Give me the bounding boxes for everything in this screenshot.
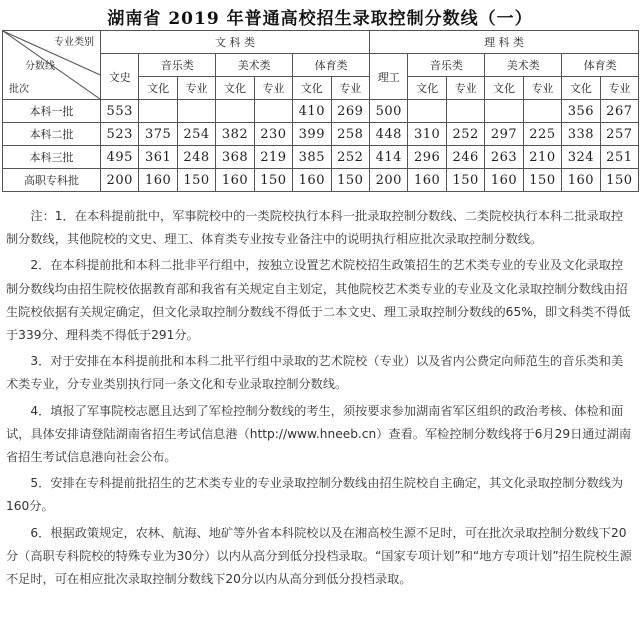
table-row [3, 123, 639, 146]
score-cell: 219 [254, 146, 292, 169]
score-cell [216, 100, 254, 123]
score-cell: 230 [254, 123, 292, 146]
note-paragraph: 2．在本科提前批和本科二批非平行组中，按独立设置艺术院校招生政策招生的艺术类专业的专业及文化录取控制分数线均由招生院校依据教育部和我省有关规定自主划定，其他院校艺术类专业的专业及文化录取控制分数线由招生院校依据有关规定确定，但文化录取控制分数线不得低于二本文史、理工录取控制分数线的65%，即文科类不得低于339分、理科类不得低于291分。 [6, 258, 631, 343]
subgroup-li-yinyue: 音乐类 [408, 54, 485, 77]
notes-section [6, 205, 632, 594]
score-cell: 263 [485, 146, 523, 169]
subgroup-wen-meishu: 美术类 [216, 54, 293, 77]
table-row [3, 169, 639, 192]
score-cell: 296 [408, 146, 446, 169]
score-cell: 200 [101, 169, 139, 192]
subcol-header: 文化 [485, 77, 523, 100]
score-cell: 160 [139, 169, 177, 192]
score-cell: 356 [562, 100, 600, 123]
score-cell: 368 [216, 146, 254, 169]
score-cell [485, 100, 523, 123]
score-cell [408, 100, 446, 123]
batch-label: 本科三批 [3, 146, 101, 169]
subcol-header: 专业 [254, 77, 292, 100]
table-row [3, 100, 639, 123]
score-cell: 399 [293, 123, 331, 146]
score-cell [177, 100, 215, 123]
table-body [3, 100, 639, 192]
table-header-row-groups [3, 31, 639, 54]
score-cell: 248 [177, 146, 215, 169]
score-cell: 160 [293, 169, 331, 192]
corner-cell [3, 31, 101, 100]
batch-label: 高职专科批 [3, 169, 101, 192]
score-cell: 150 [254, 169, 292, 192]
subcol-header: 专业 [446, 77, 484, 100]
score-cell [446, 100, 484, 123]
score-cell: 252 [331, 146, 370, 169]
score-cell: 150 [600, 169, 639, 192]
subcol-header: 专业 [177, 77, 215, 100]
score-cell: 361 [139, 146, 177, 169]
score-cell: 297 [485, 123, 523, 146]
table-row [3, 146, 639, 169]
score-cell: 495 [101, 146, 139, 169]
score-cell: 150 [331, 169, 370, 192]
subcol-header: 文化 [562, 77, 600, 100]
score-cell: 269 [331, 100, 370, 123]
subgroup-li-tiyu: 体育类 [562, 54, 639, 77]
subgroup-wen-tiyu: 体育类 [293, 54, 370, 77]
score-cell: 338 [562, 123, 600, 146]
group-header-wen: 文 科 类 [101, 31, 370, 54]
corner-label-batch: 批次 [9, 84, 29, 95]
score-cell: 414 [370, 146, 408, 169]
note-paragraph: 6．根据政策规定，农林、航海、地矿等外省本科院校以及在湘高校生源不足时，可在批次录取控制分数线下20分（高职专科院校的特殊专业为30分）以内从高分到低分投档录取。“国家专项计划”和“地方专项计划”招生院校生源不足时，可在相应批次录取控制分数线下20分以内从高分到低分投档录取。 [6, 525, 632, 587]
subcol-header: 文化 [408, 77, 446, 100]
score-cell: 160 [216, 169, 254, 192]
score-cell: 254 [177, 123, 215, 146]
score-cell: 375 [139, 123, 177, 146]
subcol-header: 专业 [523, 77, 561, 100]
subgroup-ligong: 理工 [370, 54, 408, 100]
subcol-header: 文化 [216, 77, 254, 100]
score-cell: 150 [177, 169, 215, 192]
score-cell: 160 [485, 169, 523, 192]
subcol-header: 文化 [139, 77, 177, 100]
score-cell: 225 [523, 123, 561, 146]
score-cell [523, 100, 561, 123]
score-cell: 160 [408, 169, 446, 192]
score-cell: 258 [331, 123, 370, 146]
score-cell: 310 [408, 123, 446, 146]
score-cell: 210 [523, 146, 561, 169]
score-cell: 160 [562, 169, 600, 192]
group-header-li: 理 科 类 [370, 31, 639, 54]
score-cell: 523 [101, 123, 139, 146]
score-cell: 200 [370, 169, 408, 192]
batch-label: 本科一批 [3, 100, 101, 123]
note-paragraph: 注：1．在本科提前批中，军事院校中的一类院校执行本科一批录取控制分数线、二类院校执行本科二批录取控制分数线，其他院校的文史、理工、体育类专业按专业备注中的说明执行相应批次录取控制分数线。 [6, 209, 624, 247]
score-cell: 500 [370, 100, 408, 123]
score-cell: 448 [370, 123, 408, 146]
note-paragraph: 4．填报了军事院校志愿且达到了军检控制分数线的考生，须按要求参加湖南省军区组织的政治考核、体检和面试，具体安排请登陆湖南省招生考试信息港（http://www.hneeb.cn）查看。军检控制分数线将于6月29日通过湖南省招生考试信息港向社会公布。 [6, 403, 632, 465]
score-cell: 382 [216, 123, 254, 146]
score-cell: 324 [562, 146, 600, 169]
subcol-header: 专业 [331, 77, 370, 100]
score-cell: 267 [600, 100, 639, 123]
note-paragraph: 3．对于安排在本科提前批和本科二批平行组中录取的艺术院校（专业）以及省内公费定向师范生的音乐类和美术类专业，分专业类别执行同一条文化和专业录取控制分数线。 [6, 354, 624, 392]
subgroup-wen-yinyue: 音乐类 [139, 54, 216, 77]
subcol-header: 专业 [600, 77, 639, 100]
score-cell: 252 [446, 123, 484, 146]
score-cell: 410 [293, 100, 331, 123]
note-paragraph: 5．安排在专科提前批招生的艺术类专业的专业录取控制分数线由招生院校自主确定，其文化录取控制分数线为160分。 [6, 476, 624, 514]
batch-label: 本科二批 [3, 123, 101, 146]
corner-label-score: 分数线 [25, 61, 55, 72]
subgroup-wenshi: 文史 [101, 54, 139, 100]
score-cell: 150 [446, 169, 484, 192]
score-cell: 251 [600, 146, 639, 169]
score-cell: 246 [446, 146, 484, 169]
score-cell [254, 100, 292, 123]
score-cell [139, 100, 177, 123]
page-title: 湖南省 2019 年普通高校招生录取控制分数线（一） [107, 9, 533, 29]
score-table [2, 30, 639, 192]
score-cell: 257 [600, 123, 639, 146]
score-cell: 553 [101, 100, 139, 123]
subcol-header: 文化 [293, 77, 331, 100]
corner-label-category: 专业类别 [54, 37, 94, 48]
subgroup-li-meishu: 美术类 [485, 54, 562, 77]
score-cell: 385 [293, 146, 331, 169]
score-cell: 150 [523, 169, 561, 192]
